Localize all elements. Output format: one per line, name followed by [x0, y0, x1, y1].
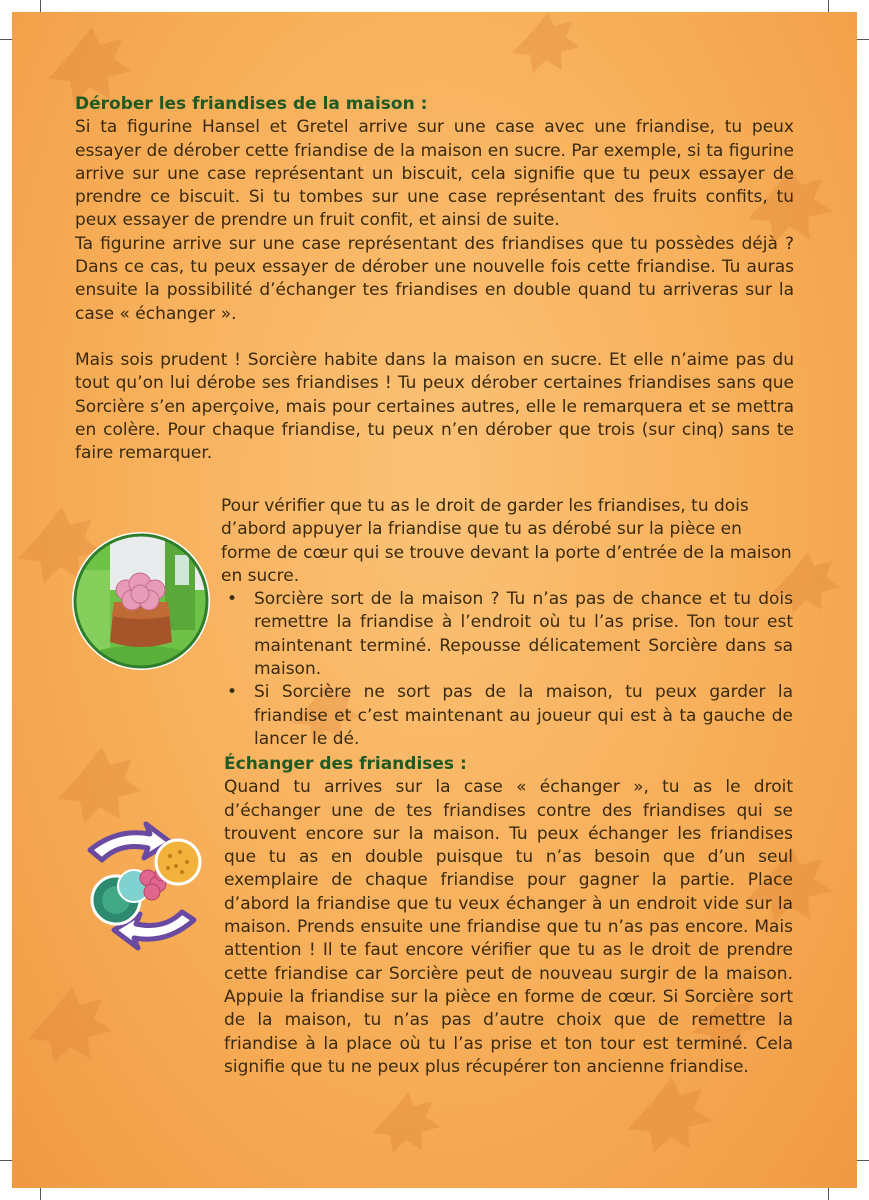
bullet-text: Sorcière sort de la maison ? Tu n’as pas de chance et tu dois remettre la friandise à l’endroit où tu l’as prise. Ton tour est maintenant terminé. Repousse délicatement Sorcière dans sa maison.: [254, 589, 793, 680]
exchange-arrows-icon: [72, 820, 212, 952]
outcome-witch-stays: [221, 681, 793, 751]
bullet-symbol: •: [227, 682, 238, 703]
section-steal-treats: [75, 93, 794, 465]
section-exchange-treats: [224, 753, 793, 1079]
paragraph-witch-warning: Mais sois prudent ! Sorcière habite dans la maison en sucre. Et elle n’aime pas du tout qu’on lui dérobe ses friandises ! Tu peux dérober certaines friandises sans que Sorcière s’en aperçoive, mais pour certaines autres, elle le remarquera et se mettra en colère. Pour chaque friandise, tu peux n’en dérober que trois (sur cinq) sans te faire remarquer.: [75, 349, 794, 464]
section-verify-treat: [221, 495, 793, 751]
outcome-list: [221, 588, 793, 751]
bullet-symbol: •: [227, 589, 238, 610]
heading-exchange-treats: Échanger des friandises :: [224, 754, 467, 774]
heading-steal-treats: Dérober les friandises de la maison :: [75, 94, 428, 114]
paragraph-steal-example: Si ta figurine Hansel et Gretel arrive sur une case avec une friandise, tu peux essayer de dérober cette friandise de la maison en sucre. Par exemple, si ta figurine arrive sur une case représentant un biscuit, cela signifie que tu peux essayer de prendre ce biscuit. Si tu tombes sur une case représentant des fruits confits, tu peux essayer de prendre un fruit confit, et ainsi de suite.: [75, 117, 794, 231]
paragraph-duplicate-treat: Ta figurine arrive sur une case représentant des friandises que tu possèdes déjà ? Dans ce cas, tu peux essayer de dérober une nouvelle fois cette friandise. Tu auras ensuite la possibilité d’échanger tes friandises en double quand tu arriveras sur la case « échanger ».: [75, 233, 794, 324]
paragraph-exchange-rules: Quand tu arrives sur la case « échanger », tu as le droit d’échanger une de tes friandises contre des friandises qui se trouvent encore sur la maison. Tu peux échanger les friandises que tu as en double puisque tu n’as besoin que d’un seul exemplaire de chaque friandise pour gagner la partie. Place d’abord la friandise que tu veux échanger à un endroit vide sur la maison. Prends ensuite une friandise que tu n’as pas encore. Mais attention ! Il te faut encore vérifier que tu as le droit de prendre cette friandise car Sorcière peut de nouveau surgir de la maison. Appuie la friandise sur la pièce en forme de cœur. Si Sorcière sort de la maison, tu n’as pas d’autre choix que de remettre la friandise à la place où tu l’as prise et ton tour est terminé. Cela signifie que tu ne peux plus récupérer ton ancienne friandise.: [224, 777, 793, 1077]
rulebook-page: [12, 12, 857, 1188]
candy-on-heart-piece-illustration: [70, 530, 212, 672]
outcome-witch-comes-out: [221, 588, 793, 681]
bullet-text: Si Sorcière ne sort pas de la maison, tu peux garder la friandise et c’est maintenant au joueur qui est à ta gauche de lancer le dé.: [254, 682, 793, 749]
paragraph-verify-intro: Pour vérifier que tu as le droit de garder les friandises, tu dois d’abord appuyer la friandise que tu as dérobé sur la pièce en forme de cœur qui se trouve devant la porte d’entrée de la maison en sucre.: [221, 496, 792, 586]
